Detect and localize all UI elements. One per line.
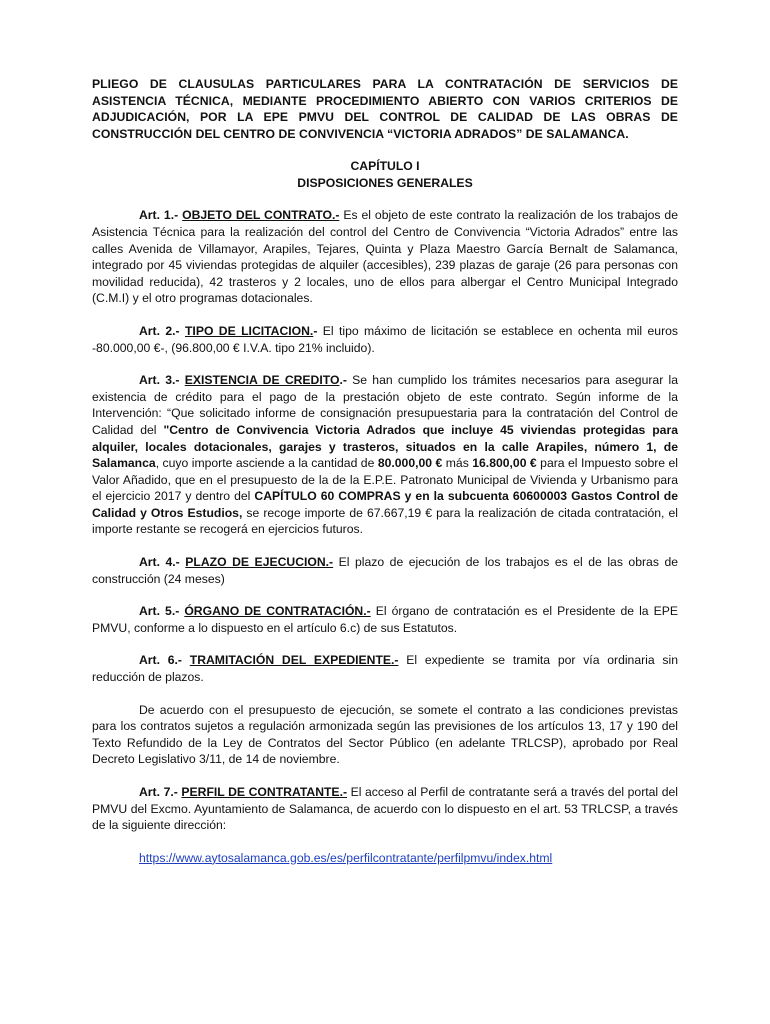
article-3-bold-b: 80.000,00 € — [377, 456, 443, 471]
chapter-name: DISPOSICIONES GENERALES — [297, 176, 473, 191]
chapter-number: CAPÍTULO I — [350, 159, 420, 174]
article-3-text-c: más — [442, 456, 473, 471]
article-7-heading: PERFIL DE CONTRATANTE.- — [181, 785, 348, 799]
article-2-dash: - — [313, 323, 318, 338]
article-6-paragraph: De acuerdo con el presupuesto de ejecución, se somete el contrato a las condiciones previstas para los contratos sujetos a regulación armonizada según las previsiones de los artículos 13, 17 y 190 del Texto Refundido de la Ley de Contratos del Sector Público (en adelante TRLCSP), aprobado por Real Decreto Legislativo 3/11, de 14 de noviembre. — [92, 702, 678, 767]
link-line — [92, 850, 678, 867]
article-4-text: El plazo de ejecución de los trabajos es el de las obras de construcción (24 meses) — [92, 555, 679, 586]
article-3-number: Art. 3.- — [139, 373, 180, 388]
article-1-heading: OBJETO DEL CONTRATO.- — [182, 208, 340, 223]
article-5-text: El órgano de contratación es el Presidente de la EPE PMVU, conforme a lo dispuesto en el artículo 6.c) de sus Estatutos. — [92, 604, 678, 635]
article-7-number: Art. 7.- — [139, 785, 178, 799]
article-2-text: El tipo máximo de licitación se establece en ochenta mil euros -80.000,00 €-, (96.800,00 € I.V.A. tipo 21% incluido). — [92, 323, 679, 355]
article-6-number: Art. 6.- — [139, 653, 182, 668]
document-title: PLIEGO DE CLAUSULAS PARTICULARES PARA LA CONTRATACIÓN DE SERVICIOS DE ASISTENCIA TÉCNICA, MEDIANTE PROCEDIMIENTO ABIERTO CON VARIOS CRITERIOS DE ADJUDICACIÓN, POR LA EPE PMVU DEL CONTROL DE CALIDAD DE LAS OBRAS DE CONSTRUCCIÓN DEL CENTRO DE CONVIVENCIA “VICTORIA ADRADOS” DE SALAMANCA. — [92, 77, 678, 141]
article-5-heading: ÓRGANO DE CONTRATACIÓN.- — [184, 604, 371, 619]
article-3-dash: .- — [339, 373, 347, 388]
perfil-contratante-link[interactable]: https://www.aytosalamanca.gob.es/es/perfilcontratante/perfilpmvu/index.html — [139, 850, 553, 865]
article-4 — [92, 554, 678, 587]
article-2 — [92, 323, 678, 356]
article-3 — [92, 372, 678, 538]
article-2-heading: TIPO DE LICITACION. — [184, 323, 314, 338]
article-3-bold-a: "Centro de Convivencia Victoria Adrados que incluye 45 viviendas protegidas para alquiler, locales dotacionales, garajes y trasteros, situados en la calle Arapiles, número 1, de Salamanca — [92, 422, 678, 471]
chapter-heading — [92, 158, 678, 192]
article-3-heading: EXISTENCIA DE CREDITO — [184, 373, 340, 388]
article-5 — [92, 603, 678, 636]
article-3-text-e: se recoge importe de 67.667,19 € para la realización de citada contratación, el importe restante se recogerá en ejercicios futuros. — [92, 505, 678, 537]
article-1-text: Es el objeto de este contrato la realización de los trabajos de Asistencia Técnica para la realización del control del Centro de Convivencia “Victoria Adrados” entre las calles Avenida de Villamayor, Arapiles, Tejares, Quinta y Plaza Maestro García Bernalt de Salamanca, integrado por 45 viviendas protegidas de alquiler (accesibles), 239 plazas de garaje (26 para personas con movilidad reducida), 42 trasteros y 2 locales, uno de ellos para albergar el Centro Municipal Integrado (C.M.I) y el otro programas dotacionales. — [92, 208, 678, 306]
article-1 — [92, 207, 678, 307]
article-5-number: Art. 5.- — [139, 604, 180, 619]
article-6-text: El expediente se tramita por vía ordinaria sin reducción de plazos. — [92, 653, 678, 685]
article-6-heading: TRAMITACIÓN DEL EXPEDIENTE.- — [189, 653, 399, 668]
document-page — [92, 76, 678, 866]
article-7 — [92, 784, 678, 834]
article-3-bold-c: 16.800,00 € — [472, 456, 537, 471]
article-3-bold-d: CAPÍTULO 60 COMPRAS y en la subcuenta 60600003 Gastos Control de Calidad y Otros Estudios, — [92, 489, 678, 520]
article-3-text-d: para el Impuesto sobre el Valor Añadido, que en el presupuesto de la de la E.P.E. Patronato Municipal de Vivienda y Urbanismo para el ejercicio 2017 y dentro del — [92, 456, 679, 504]
article-1-number: Art. 1.- — [139, 208, 179, 223]
article-6 — [92, 652, 678, 685]
article-3-text-a: Se han cumplido los trámites necesarios para asegurar la existencia de crédito para el pago de la prestación objeto de este contrato. Según informe de la Intervención: “Que solicitado informe de consignación presupuestaria para la contratación del Control de Calidad del — [92, 373, 678, 437]
article-4-heading: PLAZO DE EJECUCION.- — [185, 555, 334, 570]
article-7-text: El acceso al Perfil de contratante será a través del portal del PMVU del Excmo. Ayuntamiento de Salamanca, de acuerdo con lo dispuesto en el art. 53 TRLCSP, a través de la siguiente dirección: — [92, 785, 678, 833]
article-4-number: Art. 4.- — [139, 555, 180, 570]
article-3-text-b: , cuyo importe asciende a la cantidad de — [155, 456, 378, 471]
article-2-number: Art. 2.- — [139, 323, 180, 338]
